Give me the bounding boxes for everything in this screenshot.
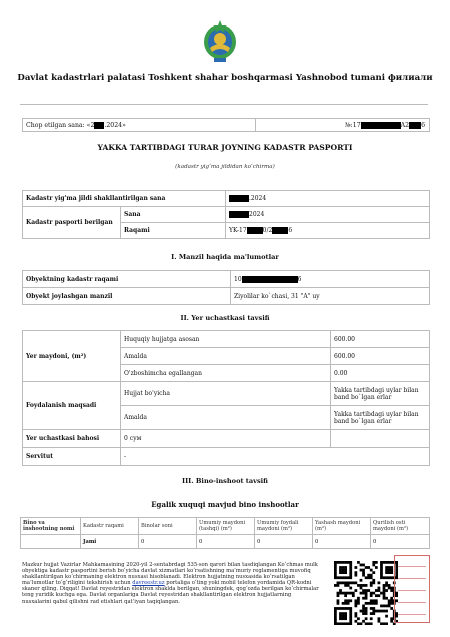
number-suffix: 6 bbox=[288, 227, 293, 234]
number-value bbox=[226, 223, 430, 239]
location-label: Obyekt joylashgan manzil bbox=[23, 288, 231, 305]
land-value-label: Yer uchastkasi bahosi bbox=[23, 430, 121, 448]
table-row bbox=[23, 207, 430, 223]
digital-stamp bbox=[394, 555, 430, 623]
table-row bbox=[23, 288, 430, 305]
organization-title: Davlat kadastrlari palatasi Toshkent shahar boshqarmasi Yashnobod tumani филиали bbox=[17, 73, 433, 83]
qr-code-icon bbox=[334, 561, 398, 625]
usage-row-value: Yakka tartibdagi uylar bilan band bo`lgan erlar bbox=[331, 406, 430, 430]
table-row bbox=[23, 271, 430, 288]
print-number bbox=[345, 122, 425, 129]
usage-row-label: Hujjat bo'yicha bbox=[121, 382, 331, 406]
address-table bbox=[22, 270, 430, 305]
usage-row-value: Yakka tartibdagi uylar bilan band bo`lgan erlar bbox=[331, 382, 430, 406]
empty-cell bbox=[331, 430, 430, 448]
area-row-label: Amalda bbox=[121, 348, 331, 365]
date-label: Sana bbox=[121, 207, 226, 223]
header-divider bbox=[20, 104, 428, 105]
table-row bbox=[23, 430, 430, 448]
area-row-label: Huquqiy hujjatga asosan bbox=[121, 331, 331, 348]
column-header: Qurilish osti maydoni (m²) bbox=[371, 518, 430, 535]
area-row-label: O'zboshimcha egallangan bbox=[121, 365, 331, 382]
state-emblem-icon bbox=[200, 18, 240, 64]
column-header: Binolar soni bbox=[139, 518, 197, 535]
footer-text: portaliga o‘ting yoki mobil telefon yordamida QR-kodni skaner qiling. Diqqat! Davlat reyestridan elektron shaklda berilgan, shuningdek, qog‘ozda berilgan ko‘chirmalar teng yuridik kuchga ega. Davlat organlariga Davlat reyestridan shakllantirilgan elektron hujjatlarning nusxalarini qabul qilishni rad etishlari qat’iyan taqiqlangan. bbox=[22, 580, 319, 605]
buildings-sub-title: Egalik xuquqi mavjud bino inshootlar bbox=[151, 500, 299, 509]
formed-value bbox=[226, 191, 430, 207]
date-value-text: 2024 bbox=[249, 211, 265, 218]
table-row bbox=[23, 448, 430, 466]
usage-row-label: Amalda bbox=[121, 406, 331, 430]
table-row bbox=[21, 535, 430, 549]
land-table bbox=[22, 330, 430, 466]
table-row bbox=[23, 382, 430, 406]
print-number-mid: A2 bbox=[400, 122, 410, 129]
print-date-label: Chop etilgan sana: «2 bbox=[26, 122, 95, 129]
cadnum-prefix: 10 bbox=[234, 275, 242, 283]
servitude-value: - bbox=[121, 448, 430, 466]
location-value: Ziyolilar ko`chasi, 31 "A" uy bbox=[231, 288, 430, 305]
table-cell: 0 bbox=[139, 535, 197, 549]
number-label: Raqami bbox=[121, 223, 226, 239]
redaction bbox=[242, 276, 298, 283]
redaction bbox=[409, 122, 421, 129]
redaction bbox=[94, 122, 104, 129]
column-header: Kadastr raqami bbox=[81, 518, 139, 535]
print-date-suffix: .2024» bbox=[104, 122, 126, 129]
number-mid: 0/2 bbox=[262, 227, 273, 234]
date-value bbox=[226, 207, 430, 223]
table-cell: 0 bbox=[313, 535, 371, 549]
cadnum-suffix: 6 bbox=[297, 275, 302, 283]
passport-table bbox=[22, 190, 430, 239]
redaction bbox=[247, 227, 263, 234]
land-section-title: II. Yer uchastkasi tavsifi bbox=[180, 314, 270, 322]
column-header: Umumiy maydoni (tashqi) (m²) bbox=[197, 518, 255, 535]
formed-label: Kadastr yig'ma jildi shakllantirilgan sana bbox=[23, 191, 226, 207]
address-section-title: I. Manzil haqida ma'lumotlar bbox=[171, 253, 279, 261]
redaction bbox=[272, 227, 288, 234]
land-value-value: 0 сум bbox=[121, 430, 331, 448]
table-header-row bbox=[21, 518, 430, 535]
area-row-value: 600.00 bbox=[331, 331, 430, 348]
divider bbox=[255, 119, 256, 131]
table-cell: 0 bbox=[255, 535, 313, 549]
area-row-value: 600.00 bbox=[331, 348, 430, 365]
cadnum-value bbox=[231, 271, 430, 288]
issued-label: Kadastr pasporti berilgan bbox=[23, 207, 121, 239]
table-row bbox=[23, 191, 430, 207]
column-header: Umumiy foydali maydoni (m²) bbox=[255, 518, 313, 535]
buildings-table bbox=[20, 517, 430, 549]
area-row-value: 0.00 bbox=[331, 365, 430, 382]
usage-label: Foydalanish maqsadi bbox=[23, 382, 121, 430]
buildings-section-title: III. Bino-inshoot tavsifi bbox=[182, 477, 268, 485]
cadnum-label: Obyektning kadastr raqami bbox=[23, 271, 231, 288]
column-header: Yashash maydoni (m²) bbox=[313, 518, 371, 535]
table-cell: 0 bbox=[197, 535, 255, 549]
footer-note bbox=[22, 562, 322, 605]
servitude-label: Servitut bbox=[23, 448, 121, 466]
table-row bbox=[23, 331, 430, 348]
document-subtitle: (kadastr yig‘ma jildidan ko‘chirma) bbox=[175, 164, 275, 170]
area-label: Yer maydoni, (m²) bbox=[23, 331, 121, 382]
redaction bbox=[361, 122, 401, 129]
print-number-suffix: 6 bbox=[421, 122, 425, 129]
print-info-row bbox=[22, 118, 430, 132]
registry-link[interactable]: davreestr.uz bbox=[132, 580, 165, 587]
formed-value-text: .2024 bbox=[249, 195, 267, 202]
print-number-prefix: №:17 bbox=[344, 122, 361, 129]
total-label: Jami bbox=[81, 535, 139, 549]
table-cell: 0 bbox=[371, 535, 430, 549]
redaction bbox=[229, 211, 249, 218]
footer-text: Mazkur hujjat Vazirlar Mahkamasining 2020-yil 2-sentabrdagi 535-son qarori bilan tasdiqlangan Ko‘chmas mulk obyektiga kadastr pasportini berish bo‘yicha davlat xizmatlari ko‘rsatishning ma’muriy reglamentiga muvofiq shakllantirilgan ko‘chirmaning elektron nusxasi hisoblanadi. Elektron hujjatning nusxasida ko‘rsatilgan ma’lumotlar to‘g‘riligini tekshirish uchun bbox=[22, 562, 318, 587]
print-date bbox=[26, 122, 126, 129]
document-title: YAKKA TARTIBDAGI TURAR JOYNING KADASTR PASPORTI bbox=[97, 143, 353, 152]
column-header: Bino va inshootning nomi bbox=[21, 518, 81, 535]
number-prefix: YK-17 bbox=[229, 227, 247, 234]
table-cell bbox=[21, 535, 81, 549]
redaction bbox=[229, 195, 249, 202]
